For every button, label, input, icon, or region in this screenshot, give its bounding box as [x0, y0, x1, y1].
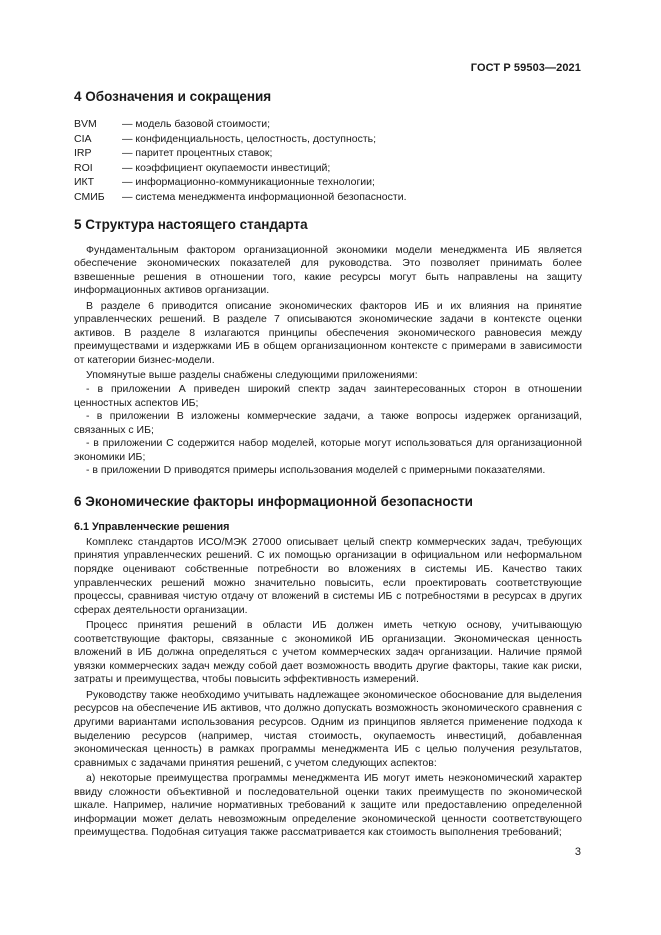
abbreviation-term: ИКТ [74, 176, 95, 189]
page-content [74, 89, 582, 840]
abbreviation-definition: — конфиденциальность, целостность, доступность; [122, 132, 377, 145]
section-5-title: 5 Структура настоящего стандарта [74, 216, 308, 232]
abbreviation-item [74, 190, 582, 205]
list-item: а) некоторые преимущества программы менеджмента ИБ могут иметь неэкономический характер ввиду сложности объективной и последовательной оценки таких преимуществ по экономической шкале. Например, наличие нормативных требований к защите или предоставлению определенной информации может делать невозможным определение экономической ценности соответствующего преимущества. Подобная ситуация также рассматривается как стоимость выполнения требований; [74, 772, 582, 839]
abbreviation-definition: — информационно-коммуникационные технологии; [122, 176, 375, 189]
page-number: 3 [574, 846, 581, 858]
paragraph: Руководству также необходимо учитывать надлежащее экономическое обоснование для выделения ресурсов на обеспечение ИБ активов, что должно допускать возможность экономического сравнения с другими вариантами использования ресурсов. Одним из принципов является применение подхода к выделению ресурсов (например, чистая стоимость, окупаемость инвестиций, добавленная экономическая ценность) в рамках программы менеджмента ИБ с целью получения результатов, сравнимых с задачами принятия решений, с учетом следующих аспектов: [74, 688, 582, 769]
abbreviation-definition: — паритет процентных ставок; [122, 147, 273, 160]
abbreviation-term: BVM [74, 118, 97, 130]
abbreviations-list [74, 117, 582, 205]
abbreviation-item [74, 117, 582, 132]
section-4-title: 4 Обозначения и сокращения [74, 89, 272, 104]
document-header-id: ГОСТ Р 59503—2021 [470, 62, 581, 74]
list-item: - в приложении D приводятся примеры использования моделей с примерными показателями. [86, 464, 546, 477]
section-6-body [74, 536, 582, 840]
abbreviation-term: ROI [74, 161, 93, 174]
abbreviation-item [74, 161, 582, 176]
abbreviation-definition: — модель базовой стоимости; [122, 118, 271, 130]
paragraph: В разделе 6 приводится описание экономических факторов ИБ и их влияния на принятие управленческих решений. В разделе 7 описываются экономические задачи в контексте оценки активов. В разделе 8 излагаются принципы обеспечения экономического равновесия между преимуществами и издержками ИБ в общем организационном контексте с примерами в зависимости от категории бизнес-модели. [74, 299, 582, 366]
abbreviation-term: CIA [74, 132, 92, 145]
abbreviation-item [74, 146, 582, 161]
list-item: - в приложении А приведен широкий спектр задач заинтересованных сторон в отношении ценностных аспектов ИБ; [74, 383, 582, 409]
abbreviation-term: IRP [74, 147, 92, 160]
abbreviation-definition: — коэффициент окупаемости инвестиций; [122, 161, 331, 174]
paragraph: Фундаментальным фактором организационной экономики модели менеджмента ИБ является обеспечение экономических показателей для руководства. Это позволяет принимать более взвешенные решения в отношении того, какие ресурсы могут быть направлены на защиту информационных активов организации. [74, 243, 582, 297]
abbreviation-term: СМИБ [74, 190, 105, 203]
section-6-title: 6 Экономические факторы информационной безопасности [74, 493, 473, 509]
subsection-6-1-title: 6.1 Управленческие решения [74, 520, 230, 533]
list-item: - в приложении С содержится набор моделей, которые могут использоваться для организационной экономики ИБ; [74, 437, 582, 463]
section-5-body [74, 244, 582, 478]
list-item: - в приложении В изложены коммерческие задачи, а также вопросы издержек организаций, связанных с ИБ; [74, 410, 582, 436]
abbreviation-definition: — система менеджмента информационной безопасности. [122, 190, 407, 203]
paragraph: Комплекс стандартов ИСО/МЭК 27000 описывает целый спектр коммерческих задач, требующих принятия управленческих решений. С их помощью организации в официальном или неформальном порядке оценивают собственные потребности во вложениях в системы ИБ. Качество таких управленческих решений можно значительно повысить, если проектировать соответствующие процессы, сравнивая чистую отдачу от вложений в системы ИБ с потребностями в ресурсах в других сферах деятельности организации. [74, 535, 582, 616]
abbreviation-item [74, 175, 582, 190]
paragraph: Упомянутые выше разделы снабжены следующими приложениями: [86, 369, 418, 382]
abbreviation-item [74, 132, 582, 147]
paragraph: Процесс принятия решений в области ИБ должен иметь четкую основу, учитывающую соответствующие факторы, связанные с экономикой ИБ организации. Экономическая ценность вложений в ИБ должна определяться с учетом коммерческих задач организации. Наличие прямой увязки коммерческих задач между собой дает возможность вводить другие факторы, такие как риски, затраты и преимущества, чтобы повысить эффективность измерений. [74, 619, 582, 686]
